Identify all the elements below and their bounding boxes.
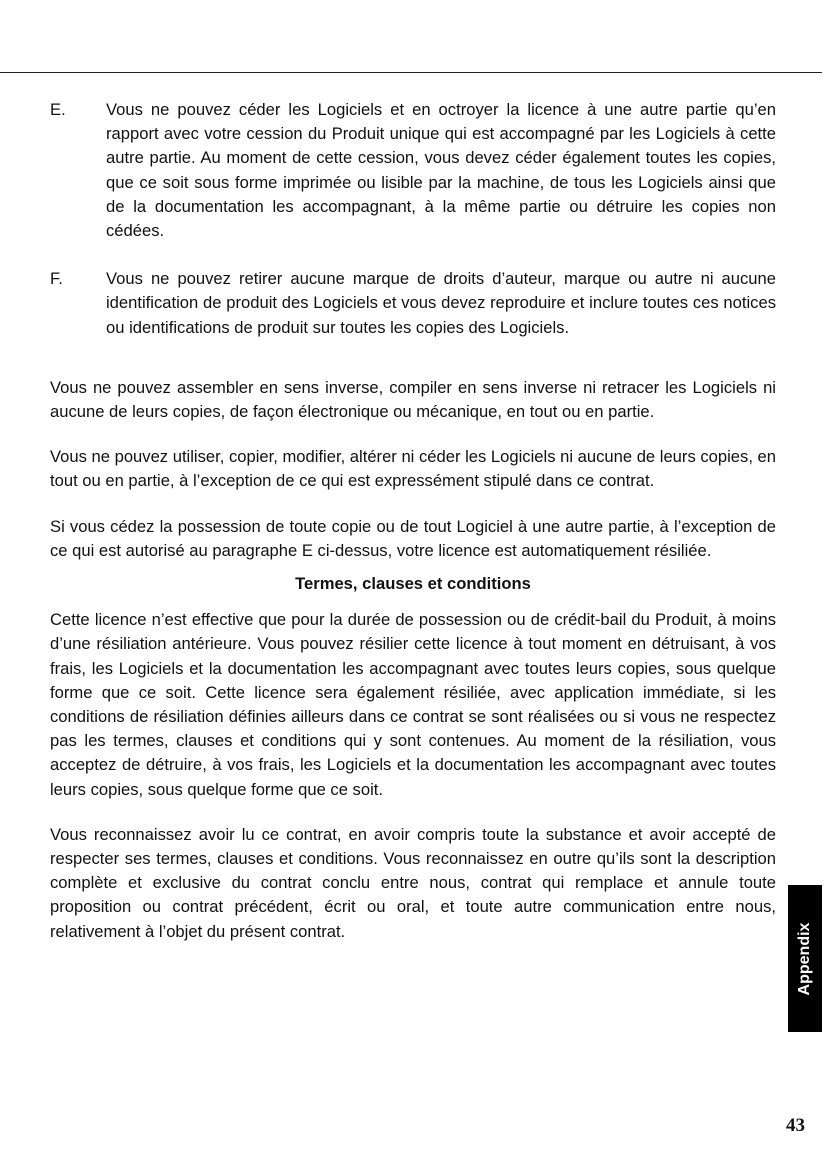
page-number: 43 <box>786 1115 805 1136</box>
clause-e <box>50 98 776 243</box>
appendix-side-tab <box>788 885 822 1032</box>
page-body <box>50 98 776 965</box>
header-rule <box>0 72 822 73</box>
paragraph-transfer-termination: Si vous cédez la possession de toute copie ou de tout Logiciel à une autre partie, à l’exception de ce qui est autorisé au paragraphe E ci-dessus, votre licence est automatiquement résiliée. <box>50 516 776 560</box>
paragraph-reverse-engineering: Vous ne pouvez assembler en sens inverse, compiler en sens inverse ni retracer les Logiciels ni aucune de leurs copies, de façon électronique ou mécanique, en tout ou en partie. <box>50 377 776 422</box>
paragraph-usage-restrictions: Vous ne pouvez utiliser, copier, modifier, altérer ni céder les Logiciels ni aucune de leurs copies, en tout ou en partie, à l’exception de ce qui est expressément stipulé dans ce contrat. <box>50 447 776 491</box>
clause-e-text: Vous ne pouvez céder les Logiciels et en octroyer la licence à une autre partie qu’en rapport avec votre cession du Produit unique qui est accompagné par les Logiciels à cette autre partie. Au moment de cette cession, vous devez céder également toutes les copies, que ce soit sous forme imprimée ou lisible par la machine, de tous les Logiciels ainsi que de la documentation les accompagnant, à la même partie ou détruire les copies non cédées. <box>106 100 776 241</box>
clause-e-letter: E. <box>50 100 66 119</box>
clause-f-text: Vous ne pouvez retirer aucune marque de droits d’auteur, marque ou autre ni aucune identification de produit des Logiciels et vous devez reproduire et inclure toutes ces notices ou identifications de produit sur toutes les copies des Logiciels. <box>106 269 776 337</box>
paragraph-license-duration: Cette licence n’est effective que pour la durée de possession ou de crédit-bail du Produit, à moins d’une résiliation antérieure. Vous pouvez résilier cette licence à tout moment en détruisant, à vos frais, les Logiciels et la documentation les accompagnant avec toutes leurs copies, sous quelque forme que ce soit. Cette licence sera également résiliée, avec application immédiate, si les conditions de résiliation définies ailleurs dans ce contrat se sont réalisées ou si vous ne respectez pas les termes, clauses et conditions qui y sont contenues. Au moment de la résiliation, vous acceptez de détruire, à vos frais, les Logiciels et la documentation les accompagnant avec toutes leurs copies, sous quelque forme que ce soit. <box>50 610 776 799</box>
clause-f <box>50 267 776 340</box>
section-heading: Termes, clauses et conditions <box>295 574 531 594</box>
clause-f-letter: F. <box>50 269 63 289</box>
appendix-side-tab-label: Appendix <box>796 922 813 995</box>
paragraph-acknowledgement: Vous reconnaissez avoir lu ce contrat, en avoir compris toute la substance et avoir accepté de respecter ses termes, clauses et conditions. Vous reconnaissez en outre qu’ils sont la description complète et exclusive du contrat conclu entre nous, contrat qui remplace et annule toute proposition ou contrat précédent, écrit ou oral, et toute autre communication entre nous, relativement à l’objet du présent contrat. <box>50 824 776 941</box>
